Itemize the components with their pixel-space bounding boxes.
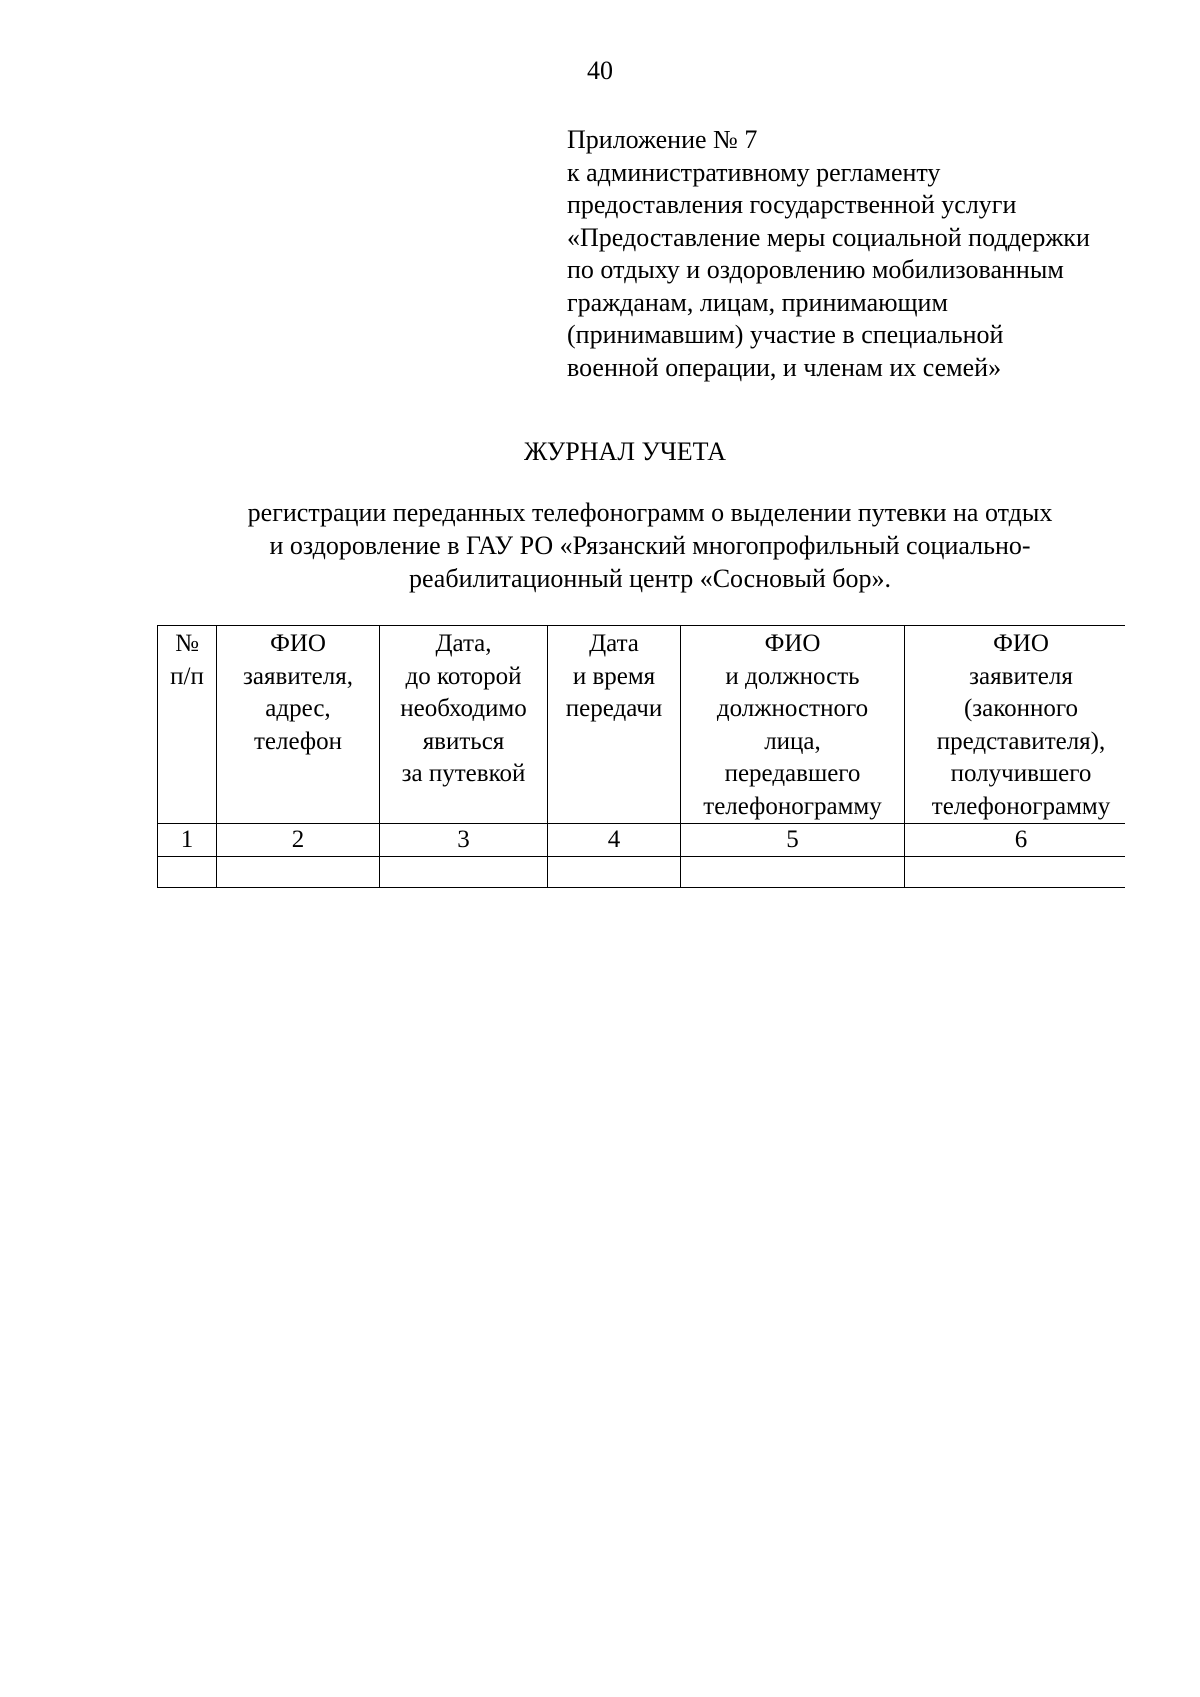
journal-subtitle-line: регистрации переданных телефонограмм о выделении путевки на отдых [247,498,1053,527]
header-line: заявителя, [243,662,353,690]
header-line: передачи [565,695,663,722]
header-line: и должность [725,662,860,690]
column-number-cell: 5 [681,824,905,857]
header-line: лица, [764,727,821,755]
column-number-cell: 6 [905,824,1126,857]
table-cell [548,857,681,888]
header-line: (законного [963,695,1079,722]
header-cell-applicant [217,626,380,824]
header-line: до которой [405,662,522,690]
appendix-line: «Предоставление меры социальной поддержки [567,222,1090,252]
table-row [158,857,1126,888]
journal-table-container [157,625,1125,890]
table-cell [681,857,905,888]
header-line: Дата [589,630,639,657]
header-line: должностного [716,695,869,722]
header-line: представителя), [936,727,1106,755]
journal-table [157,625,1125,888]
header-line: ФИО [993,630,1049,657]
column-number-cell: 3 [380,824,548,857]
table-cell [380,857,548,888]
journal-title: ЖУРНАЛ УЧЕТА [523,437,727,466]
header-cell-transfer-datetime [548,626,681,824]
header-line: телефонограмму [931,792,1111,820]
journal-subtitle-line: реабилитационный центр «Сосновый бор». [408,564,892,593]
header-line: необходимо [400,695,527,722]
header-line: явиться [422,727,505,755]
header-line: заявителя [969,662,1073,690]
header-line: и время [572,662,656,690]
header-line: передавшего [724,760,861,787]
column-number-cell: 1 [158,824,217,857]
appendix-header [567,124,1127,384]
header-line: получившего [950,760,1092,787]
header-cell-official [681,626,905,824]
column-number-cell: 4 [548,824,681,857]
header-line: ФИО [764,630,821,657]
journal-subtitle-line: и оздоровление в ГАУ РО «Рязанский многопрофильный социально- [269,531,1031,560]
table-cell [158,857,217,888]
page-number: 40 [587,56,613,85]
appendix-line: (принимавшим) участие в специальной [567,320,1004,349]
appendix-line: предоставления государственной услуги [567,190,1017,219]
header-cell-recipient [905,626,1126,824]
journal-subtitle [160,496,1140,595]
header-line: телефонограмму [703,792,882,820]
table-cell [905,857,1126,888]
appendix-line: к административному регламенту [567,157,941,187]
header-line: адрес, [265,695,331,722]
column-number-row [158,824,1126,857]
header-cell-number [158,626,217,824]
appendix-line: гражданам, лицам, принимающим [567,287,948,317]
appendix-line: военной операции, и членам их семей» [567,352,1002,382]
table-header-row [158,626,1126,824]
appendix-line: Приложение № 7 [567,125,758,154]
header-line: за путевкой [401,760,526,787]
header-line: п/п [170,662,204,690]
header-line: телефон [254,727,342,755]
column-number-cell: 2 [217,824,380,857]
appendix-line: по отдыху и оздоровлению мобилизованным [567,255,1064,284]
table-cell [217,857,380,888]
header-cell-deadline [380,626,548,824]
header-line: Дата, [435,630,492,657]
header-line: № [175,630,199,657]
header-line: ФИО [270,630,326,657]
